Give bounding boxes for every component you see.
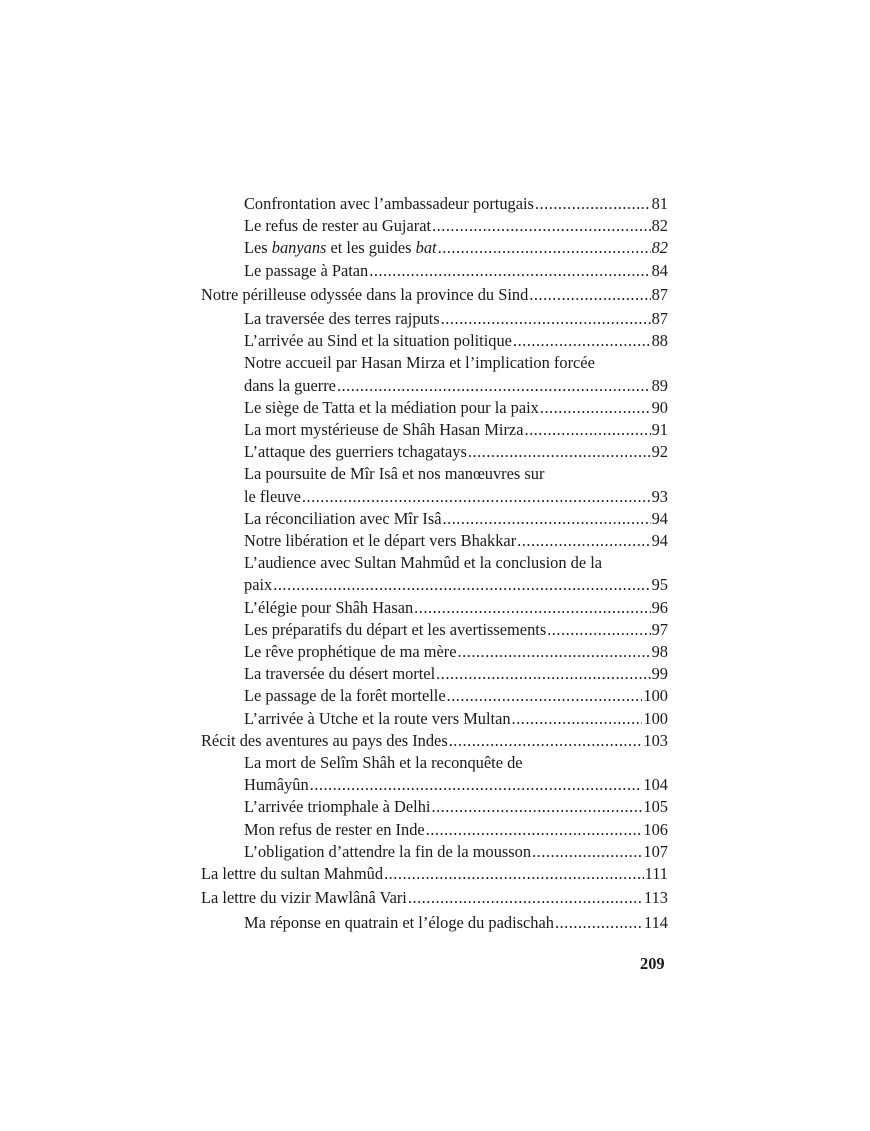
toc-entry-page: 87 [651, 309, 668, 329]
toc-entry-title: La lettre du sultan Mahmûd [201, 864, 384, 884]
toc-entry-continuation [244, 375, 668, 397]
dot-leader [432, 215, 651, 237]
toc-entry-page: 87 [651, 284, 668, 304]
toc-entry [244, 641, 668, 663]
dot-leader [337, 375, 651, 397]
toc-entry-title: La traversée du désert mortel [244, 664, 436, 684]
toc-entry [244, 597, 668, 619]
page-number-italic: 82 [651, 238, 668, 258]
toc-entry [244, 237, 668, 259]
toc-entry-title: Les préparatifs du départ et les avertissements [244, 619, 547, 639]
toc-entry-page: 95 [651, 575, 668, 595]
toc-entry-page: 97 [651, 619, 668, 639]
toc-entry-title: La réconciliation avec Mîr Isâ [244, 508, 442, 528]
dot-leader [513, 330, 651, 352]
dot-leader [414, 597, 650, 619]
toc-entry [244, 841, 668, 863]
toc-entry [244, 508, 668, 530]
toc-entry-page: 107 [643, 841, 668, 861]
toc-entry-title: Le siège de Tatta et la médiation pour la paix [244, 397, 539, 417]
toc-entry-page: 88 [651, 331, 668, 351]
dot-leader [408, 887, 643, 909]
toc-entry-title: L’attaque des guerriers tchagatays [244, 442, 467, 462]
toc-entry [244, 260, 668, 282]
toc-entry [244, 819, 668, 841]
toc-entry [244, 912, 668, 934]
toc-entry-page: 113 [644, 888, 668, 908]
dot-leader [369, 260, 650, 282]
toc-entry [244, 215, 668, 237]
toc-entry-page: 104 [643, 775, 668, 795]
dot-leader [449, 730, 643, 752]
toc-entry-title: Mon refus de rester en Inde [244, 819, 425, 839]
table-of-contents [201, 193, 668, 934]
dot-leader [436, 663, 650, 685]
toc-entry-page: 92 [651, 442, 668, 462]
toc-entry-page: 91 [651, 420, 668, 440]
toc-entry-title-line2: paix [244, 575, 273, 595]
toc-entry-page: 114 [644, 912, 668, 932]
toc-entry-title [244, 237, 437, 259]
toc-entry-page: 81 [651, 194, 668, 213]
toc-entry-page: 111 [644, 864, 668, 884]
toc-entry-title-line2: le fleuve [244, 486, 301, 506]
dot-leader [555, 912, 643, 934]
toc-entry [244, 193, 668, 215]
toc-entry [244, 308, 668, 330]
dot-leader [512, 708, 643, 730]
dot-leader [431, 796, 642, 818]
title-part: Les [244, 238, 272, 258]
toc-entry-title: L’obligation d’attendre la fin de la mousson [244, 841, 532, 861]
dot-leader [302, 486, 651, 508]
toc-entry [244, 708, 668, 730]
dot-leader [458, 641, 651, 663]
toc-entry-continuation [244, 774, 668, 796]
toc-entry-page [652, 237, 668, 259]
dot-leader [426, 819, 643, 841]
toc-entry-title: Le rêve prophétique de ma mère [244, 642, 457, 662]
toc-entry-title: Le passage à Patan [244, 260, 369, 280]
toc-entry [244, 352, 668, 396]
dot-leader [384, 863, 644, 885]
toc-entry-page: 84 [651, 260, 668, 280]
toc-section-entry [201, 730, 668, 752]
toc-entry-page: 100 [643, 686, 668, 706]
title-italic-part: banyans [271, 238, 327, 258]
toc-entry-title: L’arrivée à Utche et la route vers Multan [244, 708, 511, 728]
dot-leader [273, 574, 650, 596]
toc-entry-title: Récit des aventures au pays des Indes [201, 730, 448, 750]
dot-leader [517, 530, 650, 552]
toc-entry-title-line2: Humâyûn [244, 775, 309, 795]
title-italic-part: bat [415, 238, 437, 258]
toc-entry-page: 93 [651, 486, 668, 506]
toc-entry-page: 105 [643, 797, 668, 817]
toc-entry-page: 99 [651, 664, 668, 684]
toc-entry [244, 441, 668, 463]
toc-entry [244, 530, 668, 552]
dot-leader [547, 619, 650, 641]
dot-leader [535, 193, 651, 215]
dot-leader [540, 397, 651, 419]
dot-leader [468, 441, 651, 463]
toc-entry-title-line1: La mort de Selîm Shâh et la reconquête de [244, 753, 523, 773]
toc-entry-page: 96 [651, 597, 668, 617]
toc-entry-title: Notre libération et le départ vers Bhakkar [244, 531, 517, 551]
toc-entry-title: Le refus de rester au Gujarat [244, 216, 432, 236]
dot-leader [438, 237, 651, 259]
dot-leader [441, 308, 651, 330]
toc-entry-title: L’élégie pour Shâh Hasan [244, 597, 414, 617]
dot-leader [524, 419, 650, 441]
toc-entry-title-line1: L’audience avec Sultan Mahmûd et la conclusion de la [244, 553, 603, 573]
toc-entry-title: Le passage de la forêt mortelle [244, 686, 446, 706]
toc-entry [244, 397, 668, 419]
toc-entry-title: La lettre du vizir Mawlânâ Vari [201, 888, 407, 908]
toc-entry [244, 463, 668, 507]
toc-entry-title-line1: La poursuite de Mîr Isâ et nos manœuvres sur [244, 464, 545, 484]
toc-entry-page: 82 [651, 216, 668, 236]
toc-entry-page: 98 [651, 642, 668, 662]
toc-entry-continuation [244, 574, 668, 596]
toc-section-entry [201, 863, 668, 885]
toc-entry-page: 103 [643, 730, 668, 750]
toc-entry [244, 552, 668, 596]
toc-entry-title: L’arrivée au Sind et la situation politique [244, 331, 512, 351]
toc-entry-page: 90 [651, 397, 668, 417]
toc-entry-page: 100 [643, 708, 668, 728]
title-part: et les guides [326, 238, 416, 258]
toc-section-entry [201, 284, 668, 306]
toc-entry-title-line1: Notre accueil par Hasan Mirza et l’implication forcée [244, 353, 595, 373]
toc-entry-title: La traversée des terres rajputs [244, 309, 440, 329]
toc-entry-page: 106 [643, 819, 668, 839]
toc-entry-page: 89 [651, 375, 668, 395]
toc-entry [244, 685, 668, 707]
dot-leader [447, 685, 643, 707]
toc-entry [244, 330, 668, 352]
toc-entry [244, 619, 668, 641]
page-number: 209 [640, 954, 665, 973]
toc-entry-title: Notre périlleuse odyssée dans la province du Sind [201, 284, 529, 304]
toc-entry [244, 663, 668, 685]
toc-entry-title: Confrontation avec l’ambassadeur portugais [244, 194, 534, 213]
toc-section-entry [201, 887, 668, 909]
toc-entry-title: Ma réponse en quatrain et l’éloge du padischah [244, 912, 554, 932]
toc-entry-title: L’arrivée triomphale à Delhi [244, 797, 431, 817]
toc-entry [244, 796, 668, 818]
toc-entry [244, 752, 668, 796]
toc-entry [244, 419, 668, 441]
toc-entry-page: 94 [651, 508, 668, 528]
dot-leader [532, 841, 642, 863]
toc-entry-continuation [244, 486, 668, 508]
dot-leader [529, 284, 650, 306]
toc-entry-title-line2: dans la guerre [244, 375, 336, 395]
dot-leader [310, 774, 643, 796]
toc-entry-page: 94 [651, 531, 668, 551]
dot-leader [443, 508, 651, 530]
toc-entry-title: La mort mystérieuse de Shâh Hasan Mirza [244, 420, 524, 440]
